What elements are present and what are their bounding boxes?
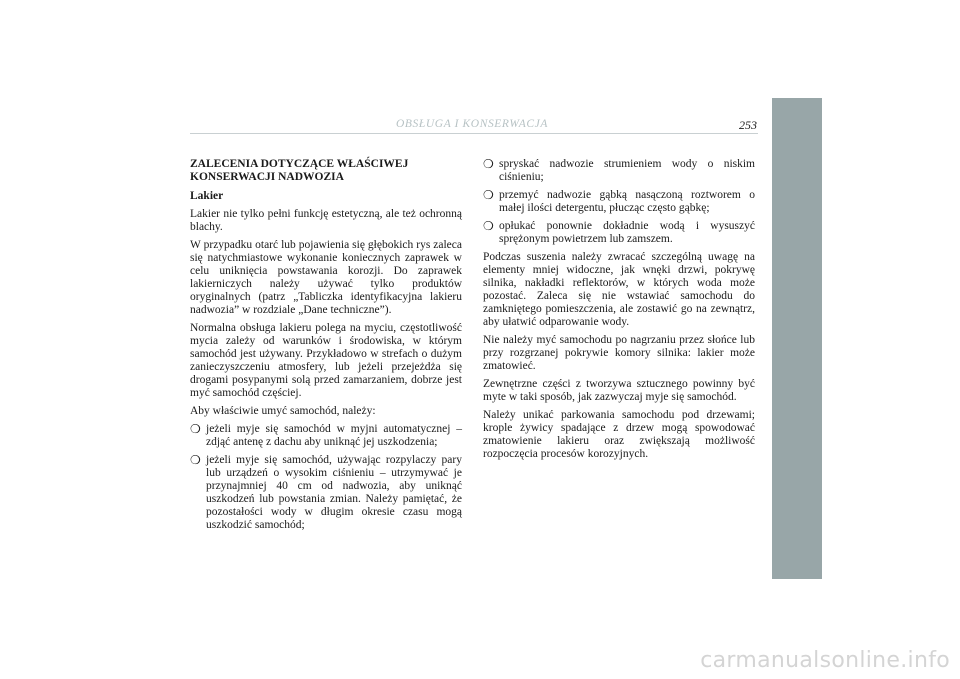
list-item	[190, 454, 462, 532]
chapter-tab	[772, 98, 822, 579]
bullet-circle-icon: ❍	[483, 219, 494, 233]
right-column	[483, 158, 755, 466]
subheading-paint: Lakier	[190, 190, 224, 202]
paragraph: Lakier nie tylko pełni funkcję estetyczną, ale też ochronną blachy.	[190, 208, 462, 233]
list-item	[483, 220, 755, 246]
list-item-text: opłukać ponownie dokładnie wodą i wysuszyć sprężonym powietrzem lub zamszem.	[499, 220, 755, 245]
list-item-text: jeżeli myje się samochód w myjni automatycznej – zdjąć antenę z dachu aby uniknąć jej uszkodzenia;	[206, 423, 462, 448]
bullet-circle-icon: ❍	[483, 157, 494, 171]
paragraph: W przypadku otarć lub pojawienia się głębokich rys zaleca się natychmiastowe wykonanie koniecznych zaprawek w celu uniknięcia powstawania korozji. Do zaprawek lakierniczych należy używać tylko produktów oryginalnych (patrz „Tabliczka identyfikacyjna lakieru nadwozia” w rozdziale „Dane techniczne”).	[190, 239, 462, 316]
list-item	[190, 423, 462, 449]
paragraph: Podczas suszenia należy zwracać szczególną uwagę na elementy mniej widoczne, jak wnęki drzwi, pokrywę silnika, nakładki reflektorów, w których woda może pozostać. Zaleca się nie wstawiać samochodu do zamkniętego pomieszczenia, ale zostawić go na zewnątrz, aby ułatwić odparowanie wody.	[483, 251, 755, 328]
header-divider	[190, 133, 758, 134]
list-item	[483, 158, 755, 184]
list-item	[483, 189, 755, 215]
paragraph: Należy unikać parkowania samochodu pod drzewami; krople żywicy spadające z drzew mogą spowodować zmatowienie lakieru oraz zwiększają możliwość rozpoczęcia procesów korozyjnych.	[483, 409, 755, 460]
list-item-text: przemyć nadwozie gąbką nasączoną roztworem o małej ilości detergentu, płucząc często gąbkę;	[499, 189, 755, 214]
section-title: OBSŁUGA I KONSERWACJA	[396, 118, 548, 130]
bullet-circle-icon: ❍	[483, 188, 494, 202]
watermark: carmanualsonline.info	[700, 648, 950, 673]
paragraph: Zewnętrzne części z tworzywa sztucznego powinny być myte w taki sposób, jak zazwyczaj myje się samochód.	[483, 378, 755, 403]
list-item-text: spryskać nadwozie strumieniem wody o niskim ciśnieniu;	[499, 158, 755, 183]
page-number: 253	[739, 118, 757, 132]
bullet-circle-icon: ❍	[190, 453, 201, 467]
paragraph: Normalna obsługa lakieru polega na myciu, częstotliwość mycia zależy od warunków i środowiska, w którym samochód jest używany. Przykładowo w strefach o dużym zanieczyszczeniu atmosfery, lub jeżeli przejeżdża się drogami posypanymi solą przed zamarzaniem, dobrze jest myć samochód częściej.	[190, 322, 462, 399]
list-item-text: jeżeli myje się samochód, używając rozpylaczy pary lub urządzeń o wysokim ciśnieniu – utrzymywać je przynajmniej 40 cm od nadwozia, aby uniknąć uszkodzeń lub powstania zmian. Należy pamiętać, że pozostałości wody w długim okresie czasu mogą uszkodzić samochód;	[206, 454, 462, 531]
paragraph: Aby właściwie umyć samochód, należy:	[190, 405, 376, 417]
bullet-circle-icon: ❍	[190, 422, 201, 436]
section-heading: ZALECENIA DOTYCZĄCE WŁAŚCIWEJ KONSERWACJI NADWOZIA	[190, 158, 409, 183]
paragraph: Nie należy myć samochodu po nagrzaniu przez słońce lub przy rozgrzanej pokrywie komory silnika: lakier może zmatowieć.	[483, 334, 755, 372]
left-column	[190, 158, 462, 537]
